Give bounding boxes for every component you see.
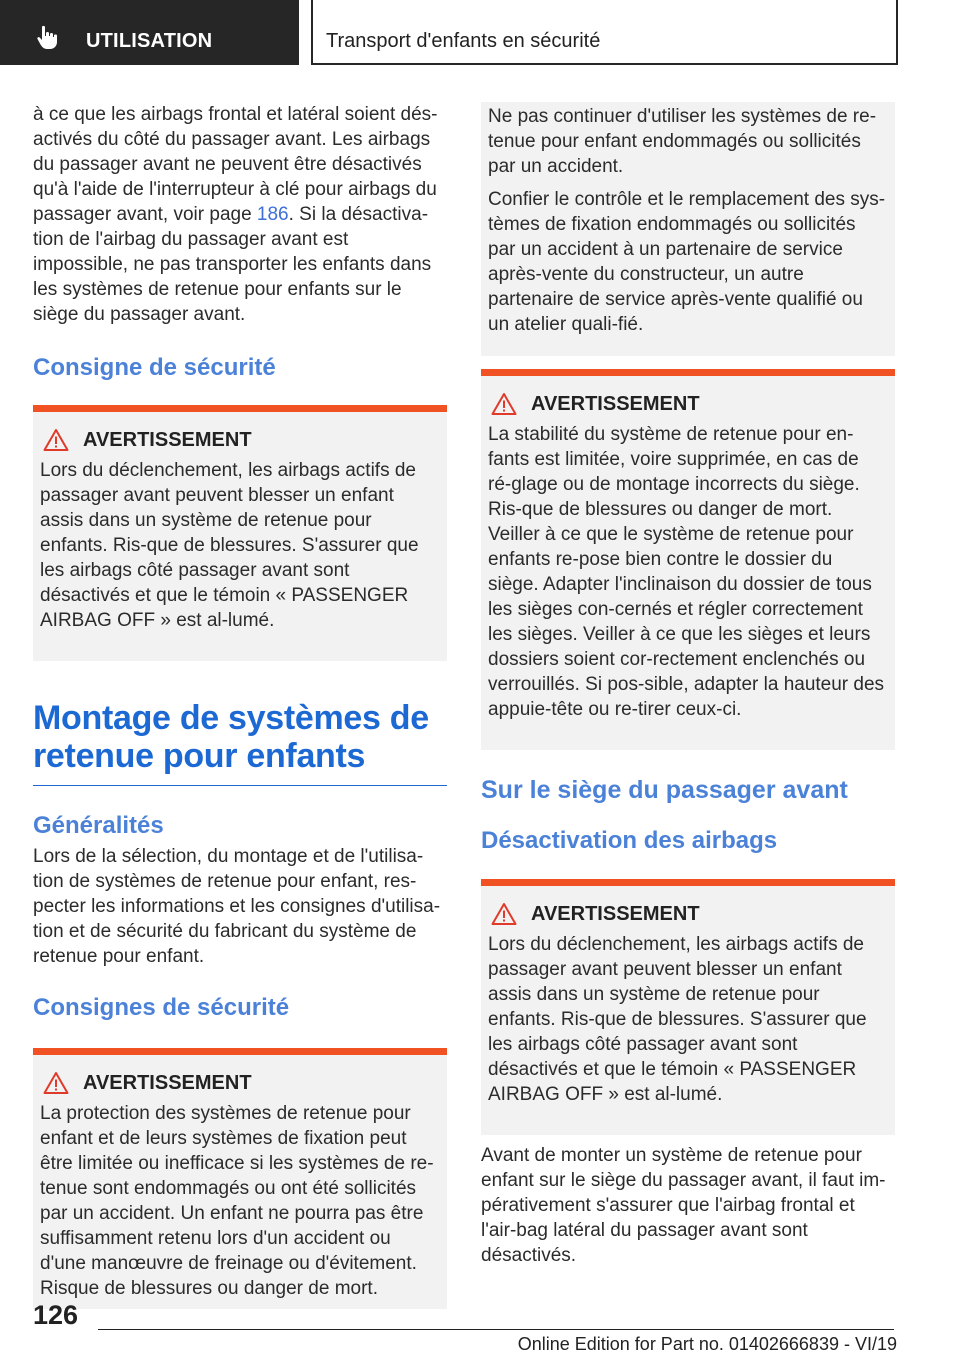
warning-text: Lors du déclenchement, les airbags actifs de passager avant peuvent blesser un enfant assis dans un système de retenue pour enfants. Ris-que de blessures. S'assurer que les airbags côté passager avant sont désactivés et que le témoin « PASSENGER AIRBAG OFF » est al-lumé.: [488, 934, 867, 1105]
warning-triangle-icon: [491, 392, 517, 416]
hand-pointer-icon: [36, 24, 62, 50]
header-title: Transport d'enfants en sécurité: [326, 30, 601, 52]
page-link-186[interactable]: 186: [256, 204, 289, 225]
intro-text-start: à ce que les airbags frontal et latéral soient dés-activés du côté du passager avant. Les airbags du passager avant ne peuvent être désactivés qu'à l'aide de l'interrupteur à clé pour airbags du passager avant, voir page: [33, 104, 438, 225]
heading-siege-passager: Sur le siège du passager avant: [481, 776, 848, 804]
header-section-tab: [0, 0, 299, 65]
warning-title: AVERTISSEMENT: [83, 1071, 252, 1094]
header-section-label: UTILISATION: [86, 30, 213, 52]
continuation-paragraph-1: Ne pas continuer d'utiliser les systèmes de re-tenue pour enfant endommagés ou sollicités par un accident.: [488, 106, 877, 177]
footer-edition: Online Edition for Part no. 01402666839 - VI/19: [517, 1334, 897, 1354]
warning-triangle-icon: [43, 428, 69, 452]
warning-triangle-icon: [491, 902, 517, 926]
warning-title: AVERTISSEMENT: [531, 392, 700, 415]
generalites-paragraph: Lors de la sélection, du montage et de l'utilisa-tion de systèmes de retenue pour enfant, res-pecter les informations et les consignes d'utilisa-tion et de sécurité du fabricant du système de retenue pour enfant.: [33, 846, 441, 967]
warning-continuation-box: [481, 102, 895, 356]
heading-generalites: Généralités: [33, 812, 164, 839]
right-column: [481, 102, 895, 1268]
warning-triangle-icon: [43, 1071, 69, 1095]
footer-rule: [98, 1329, 894, 1330]
final-paragraph: Avant de monter un système de retenue pour enfant sur le siège du passager avant, il faut im-pérativement s'assurer que l'airbag frontal et l'air-bag latéral du passager avant sont désactivés.: [481, 1145, 886, 1266]
intro-text-end: . Si la désactiva-tion de l'airbag du passager avant est impossible, ne pas transporter les enfants dans les systèmes de retenue pour enfants sur le siège du passager avant.: [33, 204, 432, 325]
left-column: [33, 102, 447, 1309]
warning-box: [481, 369, 895, 750]
warning-title: AVERTISSEMENT: [83, 428, 252, 451]
warning-box: [33, 405, 447, 661]
heading-montage: Montage de systèmes de retenue pour enfants: [33, 699, 429, 775]
heading-consignes-securite: Consignes de sécurité: [33, 994, 290, 1021]
warning-box: [481, 879, 895, 1135]
heading-desactivation-airbags: Désactivation des airbags: [481, 827, 778, 854]
warning-box: [33, 1048, 447, 1309]
warning-text: La protection des systèmes de retenue pour enfant et de leurs systèmes de fixation peut être limitée ou inefficace si les systèmes de re-tenue sont endommagés ou ont été sollicités par un accident. Un enfant ne pourra pas être suffisamment retenu lors d'un accident ou d'une manœuvre de freinage ou d'évitement. Risque de blessures ou danger de mort.: [40, 1103, 434, 1299]
warning-title: AVERTISSEMENT: [531, 902, 700, 925]
intro-paragraph: [33, 102, 447, 327]
continuation-paragraph-2: Confier le contrôle et le remplacement des sys-tèmes de fixation endommagés ou sollicités par un accident à un partenaire de service après-vente du constructeur, un autre partenaire de service après-vente qualifié ou un atelier quali-fié.: [488, 189, 886, 335]
warning-text: Lors du déclenchement, les airbags actifs de passager avant peuvent blesser un enfant assis dans un système de retenue pour enfants. Ris-que de blessures. S'assurer que les airbags côté passager avant sont désactivés et que le témoin « PASSENGER AIRBAG OFF » est al-lumé.: [40, 460, 419, 631]
heading-rule: [33, 785, 447, 786]
warning-text: La stabilité du système de retenue pour en-fants est limitée, voire supprimée, en cas de ré-glage ou de montage incorrects du siège. Ris-que de blessures ou danger de mort. Veiller à ce que le système de retenue pour enfants re-pose bien contre le dossier du siège. Adapter l'inclinaison du dossier de tous les sièges con-cernés et régler correctement les sièges. Veiller à ce que les sièges et leurs dossiers soient cor-rectement enclenchés ou verrouillés. Si pos-sible, adapter la hauteur des appuie-tête ou re-tirer ceux-ci.: [488, 424, 885, 720]
page-number: 126: [33, 1300, 79, 1330]
heading-consigne-securite: Consigne de sécurité: [33, 354, 276, 381]
